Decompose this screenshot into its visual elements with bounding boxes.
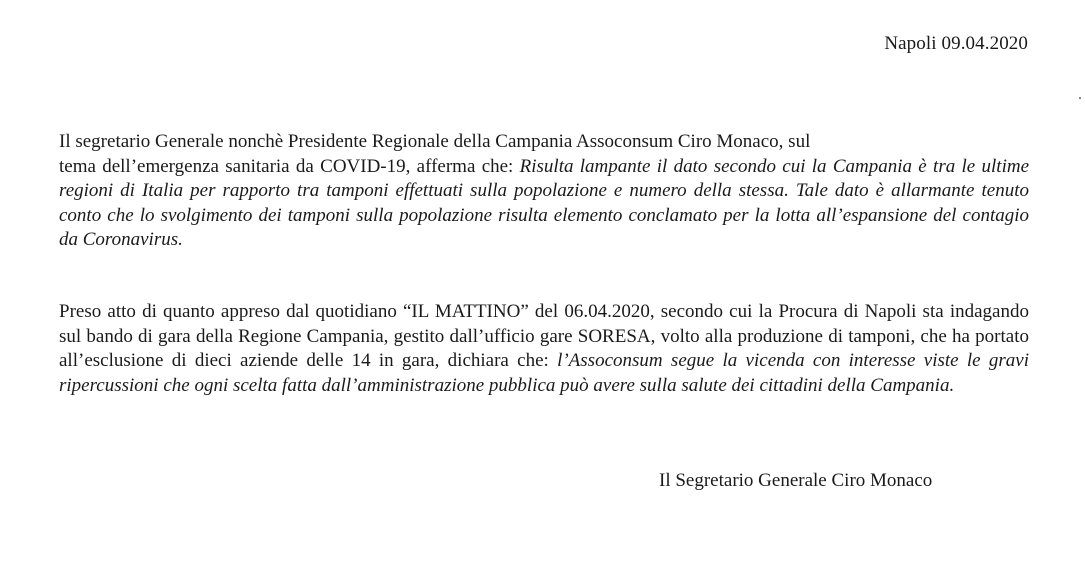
date-line: Napoli 09.04.2020 — [884, 33, 1028, 54]
paragraph-statement-intro: tema dell’emergenza sanitaria da COVID-19, afferma che: — [59, 155, 520, 177]
paragraph-statement-first-line: Il segretario Generale nonchè Presidente Regionale della Campania Assoconsum Ciro Monaco, sul — [59, 131, 811, 152]
paragraph-statement-quote: Risulta lampante il dato secondo cui la Campania è tra le ultime regioni di Italia per rapporto tra tamponi effettuati sulla popolazione e numero della stessa. Tale dato è allarmante tenuto conto che lo svolgimento dei tamponi sulla popolazione risulta elemento conclamato per la lotta all’espansione del contagio da Coronavirus. — [59, 155, 1030, 250]
paragraph-declaration — [59, 300, 1029, 398]
paragraph-declaration-quote: l’Assoconsum segue la vicenda con interesse viste le gravi ripercussioni che ogni scelta fatta dall’amministrazione pubblica può avere sulla salute dei cittadini della Campania. — [59, 350, 1029, 396]
paragraph-statement — [59, 130, 1029, 253]
paragraph-declaration-intro: Preso atto di quanto appreso dal quotidiano “IL MATTINO” del 06.04.2020, secondo cui la Procura di Napoli sta indagando sul bando di gara della Regione Campania, gestito dall’ufficio gare SORESA, volto alla produzione di tamponi, che ha portato all’esclusione di dieci aziende delle 14 in gara, dichiara che: — [59, 301, 1029, 371]
scan-speck — [1079, 97, 1081, 99]
signature-line: Il Segretario Generale Ciro Monaco — [659, 470, 933, 491]
